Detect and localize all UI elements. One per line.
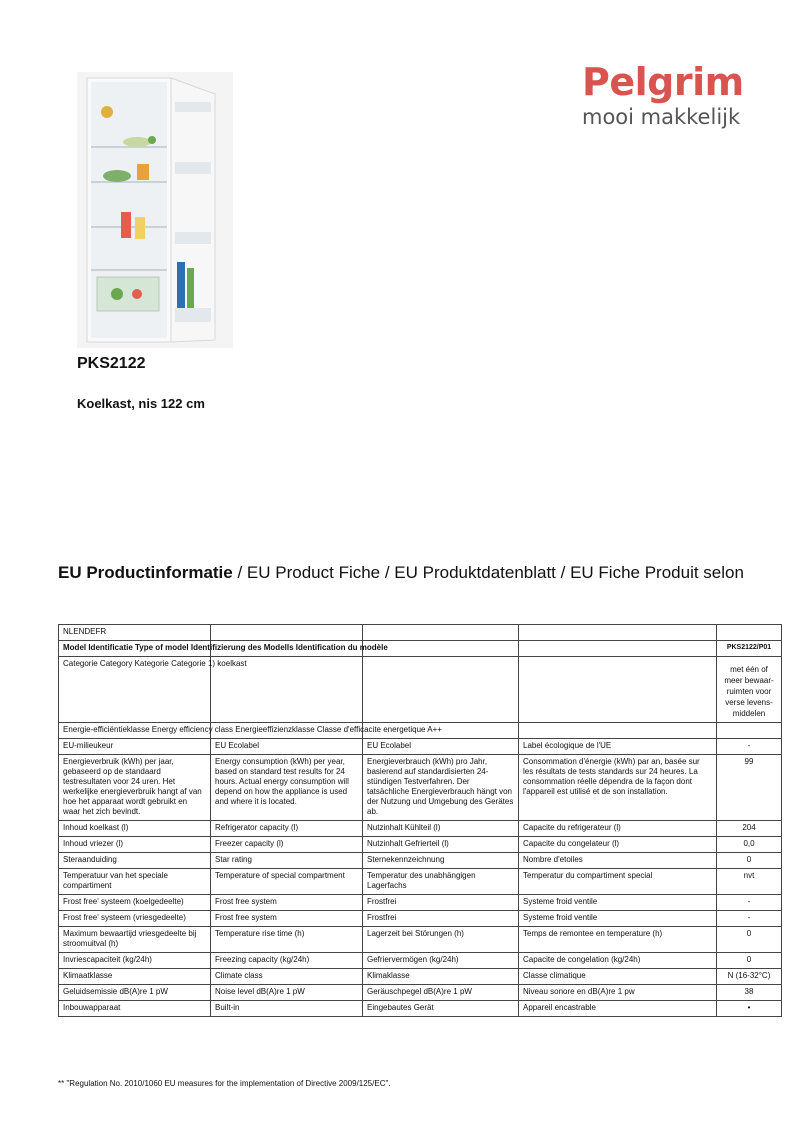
cell-value: 0,0 <box>717 837 782 853</box>
category-value: met één of meer bewaar-ruimten voor verse levens-middelen <box>717 657 782 723</box>
cell-en: Frost free system <box>211 911 363 927</box>
cell-nl: Frost free' systeem (vriesgedeelte) <box>59 911 211 927</box>
cell-en: Climate class <box>211 969 363 985</box>
footnote: ** "Regulation No. 2010/1060 EU measures for the implementation of Directive 2009/125/EC". <box>58 1079 391 1088</box>
cell-nl: Geluidsemissie dB(A)re 1 pW <box>59 985 211 1001</box>
table-row <box>59 1001 782 1017</box>
cell-fr: Label écologique de l'UE <box>519 739 717 755</box>
cell-value: 0 <box>717 927 782 953</box>
cell-fr: Classe climatique <box>519 969 717 985</box>
table-row <box>59 739 782 755</box>
table-row <box>59 641 782 657</box>
category-label: Categorie Category Kategorie Categorie 1) koelkast <box>59 657 211 723</box>
cell-en: Star rating <box>211 853 363 869</box>
cell-value: - <box>717 895 782 911</box>
product-description: Koelkast, nis 122 cm <box>77 396 205 411</box>
cell-fr: Capacite du congelateur (l) <box>519 837 717 853</box>
cell-nl: Klimaatklasse <box>59 969 211 985</box>
cell-value: 204 <box>717 821 782 837</box>
cell-en: Frost free system <box>211 895 363 911</box>
cell-de: Frostfrei <box>363 895 519 911</box>
cell-value: 0 <box>717 853 782 869</box>
cell-de: Energieverbrauch (kWh) pro Jahr, basierend auf standardisierten 24-stündigen Testverfahren. Der tatsächliche Energieverbrauch hängt von der Nutzung und Umgebung des Gerätes ab. <box>363 755 519 821</box>
cell-fr: Temperatur du compartiment special <box>519 869 717 895</box>
cell-de: Sternekennzeichnung <box>363 853 519 869</box>
brand-tagline: mooi makkelijk <box>582 105 741 129</box>
product-fiche-table <box>58 624 782 1017</box>
table-row <box>59 985 782 1001</box>
cell-en: Temperature of special compartment <box>211 869 363 895</box>
cell-de: Klimaklasse <box>363 969 519 985</box>
cell-fr: Systeme froid ventile <box>519 911 717 927</box>
cell-nl: Inhoud koelkast (l) <box>59 821 211 837</box>
model-value: PKS2122/P01 <box>717 641 782 657</box>
lang-header: NLENDEFR <box>59 625 211 641</box>
cell-de: Temperatur des unabhängigen Lagerfachs <box>363 869 519 895</box>
cell-en: Built-in <box>211 1001 363 1017</box>
cell-fr: Appareil encastrable <box>519 1001 717 1017</box>
cell-fr: Temps de remontee en temperature (h) <box>519 927 717 953</box>
cell-de: EU Ecolabel <box>363 739 519 755</box>
cell-fr: Niveau sonore en dB(A)re 1 pw <box>519 985 717 1001</box>
cell-en: Noise level dB(A)re 1 pW <box>211 985 363 1001</box>
cell-de: Nutzinhalt Gefrierteil (l) <box>363 837 519 853</box>
cell-en: EU Ecolabel <box>211 739 363 755</box>
table-row <box>59 853 782 869</box>
fiche-heading-bold: EU Productinformatie <box>58 563 233 582</box>
cell-nl: Temperatuur van het speciale compartiment <box>59 869 211 895</box>
cell-en: Refrigerator capacity (l) <box>211 821 363 837</box>
cell-en: Freezing capacity (kg/24h) <box>211 953 363 969</box>
fiche-heading-rest: / EU Product Fiche / EU Produktdatenblatt / EU Fiche Produit selon <box>232 563 744 582</box>
product-photo-fridge <box>77 72 233 348</box>
cell-de: Lagerzeit bei Störungen (h) <box>363 927 519 953</box>
table-row <box>59 895 782 911</box>
cell-nl: Inhoud vriezer (l) <box>59 837 211 853</box>
brand-logo <box>582 60 752 150</box>
cell-fr: Nombre d'etoiles <box>519 853 717 869</box>
cell-value: - <box>717 739 782 755</box>
table-row <box>59 927 782 953</box>
cell-nl: Maximum bewaartijd vriesgedeelte bij stroomuitval (h) <box>59 927 211 953</box>
table-row <box>59 969 782 985</box>
table-row <box>59 625 782 641</box>
cell-fr: Consommation d'énergie (kWh) par an, basée sur les résultats de tests standards sur 24 heures. La consommation réelle dépendra de la façon dont l'appareil est utilisé et de son installation. <box>519 755 717 821</box>
cell-fr: Capacite de congelation (kg/24h) <box>519 953 717 969</box>
cell-de: Nutzinhalt Kühlteil (l) <box>363 821 519 837</box>
cell-value: 0 <box>717 953 782 969</box>
model-label: Model Identificatie Type of model Identifizierung des Modells Identification du modèle <box>59 641 211 657</box>
cell-en: Freezer capacity (l) <box>211 837 363 853</box>
table-row <box>59 657 782 723</box>
cell-value: • <box>717 1001 782 1017</box>
table-row <box>59 755 782 821</box>
cell-en: Energy consumption (kWh) per year, based on standard test results for 24 hours. Actual energy consumption will depend on how the appliance is used and where it is located. <box>211 755 363 821</box>
cell-de: Gefriervermögen (kg/24h) <box>363 953 519 969</box>
energy-class-label: Energie-efficiëntieklasse Energy efficiency class Energieeffizienzklasse Classe d'efficacite energetique A++ <box>59 723 211 739</box>
cell-nl: Frost free' systeem (koelgedeelte) <box>59 895 211 911</box>
cell-de: Frostfrei <box>363 911 519 927</box>
cell-de: Geräuschpegel dB(A)re 1 pW <box>363 985 519 1001</box>
table-row <box>59 869 782 895</box>
cell-value: - <box>717 911 782 927</box>
fiche-heading <box>58 563 744 583</box>
cell-nl: Inbouwapparaat <box>59 1001 211 1017</box>
cell-value: nvt <box>717 869 782 895</box>
cell-value: 38 <box>717 985 782 1001</box>
table-row <box>59 821 782 837</box>
product-model: PKS2122 <box>77 355 146 372</box>
cell-nl: EU-milieukeur <box>59 739 211 755</box>
cell-value: N (16-32°C) <box>717 969 782 985</box>
table-row <box>59 723 782 739</box>
cell-de: Eingebautes Gerät <box>363 1001 519 1017</box>
table-row <box>59 953 782 969</box>
table-row <box>59 911 782 927</box>
table-row <box>59 837 782 853</box>
cell-fr: Systeme froid ventile <box>519 895 717 911</box>
cell-fr: Capacite du refrigerateur (l) <box>519 821 717 837</box>
cell-nl: Energieverbruik (kWh) per jaar, gebaseerd op de standaard testresultaten voor 24 uren. Het werkelijke energieverbruik hangt af van hoe het apparaat wordt gebruikt en waar het zich bevindt. <box>59 755 211 821</box>
cell-value: 99 <box>717 755 782 821</box>
cell-en: Temperature rise time (h) <box>211 927 363 953</box>
cell-nl: Steraanduiding <box>59 853 211 869</box>
brand-name: Pelgrim <box>582 60 744 104</box>
cell-nl: Invriescapaciteit (kg/24h) <box>59 953 211 969</box>
